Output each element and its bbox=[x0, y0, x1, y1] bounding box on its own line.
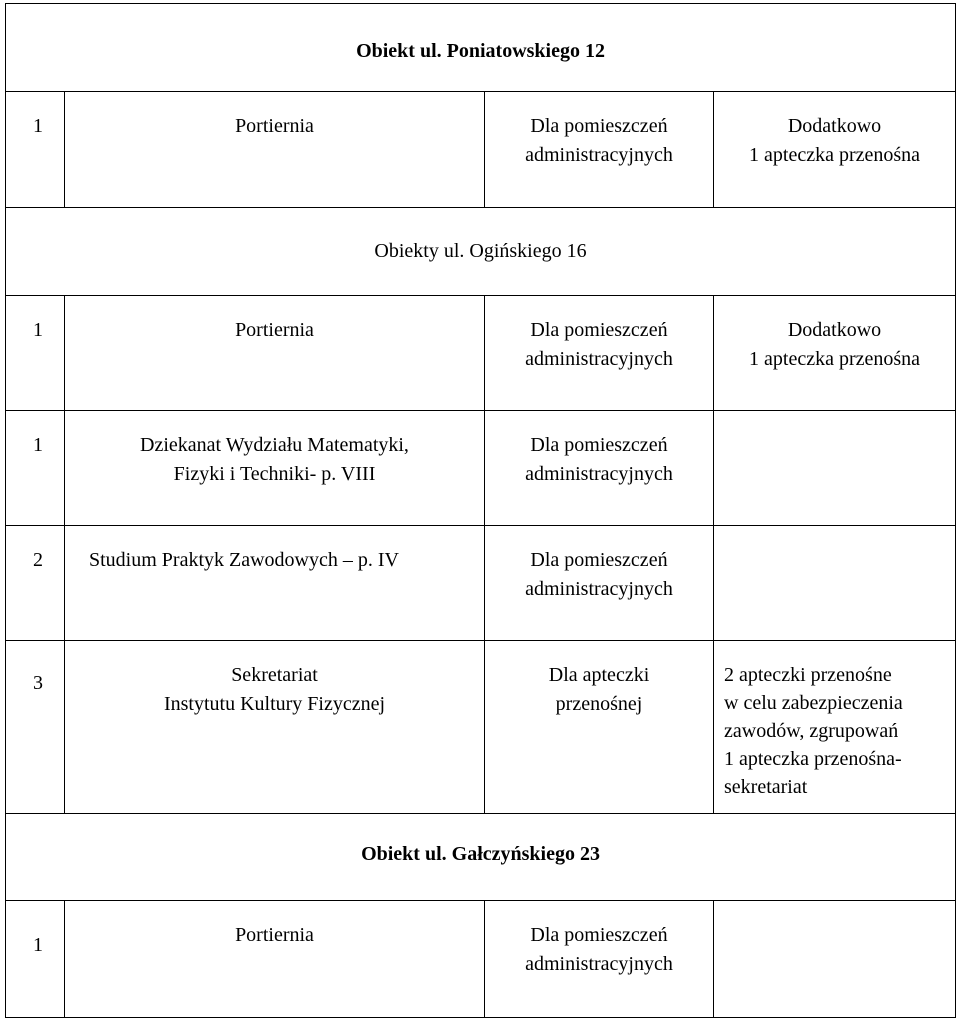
notes-cell bbox=[714, 526, 956, 641]
purpose-cell bbox=[485, 92, 714, 208]
notes-line: sekretariat bbox=[724, 776, 808, 798]
notes-cell bbox=[714, 901, 956, 1018]
notes-line: 1 apteczka przenośna- bbox=[724, 748, 902, 770]
place-cell bbox=[65, 92, 485, 208]
purpose-line: administracyjnych bbox=[525, 144, 673, 166]
place-line: Portiernia bbox=[235, 924, 314, 946]
purpose-line: Dla pomieszczeń bbox=[530, 924, 668, 946]
table-row bbox=[6, 641, 956, 814]
notes-cell bbox=[714, 411, 956, 526]
purpose-cell bbox=[485, 526, 714, 641]
notes-cell bbox=[714, 296, 956, 411]
place-cell bbox=[65, 296, 485, 411]
place-line: Portiernia bbox=[235, 115, 314, 137]
row-number: 3 bbox=[6, 641, 65, 814]
notes-line: 2 apteczki przenośne bbox=[724, 664, 892, 686]
notes-line: 1 apteczka przenośna bbox=[749, 144, 921, 166]
row-number: 1 bbox=[6, 411, 65, 526]
objects-table bbox=[5, 3, 956, 1018]
purpose-line: administracyjnych bbox=[525, 463, 673, 485]
notes-cell bbox=[714, 641, 956, 814]
place-cell bbox=[65, 641, 485, 814]
row-number: 2 bbox=[6, 526, 65, 641]
notes-line: Dodatkowo bbox=[787, 319, 882, 341]
table-row bbox=[6, 526, 956, 641]
section-header-row bbox=[6, 208, 956, 296]
section-title: Obiekt ul. Poniatowskiego 12 bbox=[6, 4, 956, 92]
purpose-line: Dla pomieszczeń bbox=[530, 434, 668, 456]
notes-cell bbox=[714, 92, 956, 208]
purpose-cell bbox=[485, 901, 714, 1018]
table-row bbox=[6, 411, 956, 526]
section-title: Obiekty ul. Ogińskiego 16 bbox=[6, 208, 956, 296]
notes-line: Dodatkowo bbox=[787, 115, 882, 137]
purpose-cell bbox=[485, 296, 714, 411]
table-row bbox=[6, 901, 956, 1018]
purpose-cell bbox=[485, 411, 714, 526]
notes-line: 1 apteczka przenośna bbox=[749, 348, 921, 370]
row-number: 1 bbox=[6, 901, 65, 1018]
table-row bbox=[6, 92, 956, 208]
notes-line: zawodów, zgrupowań bbox=[724, 720, 899, 742]
place-line: Fizyki i Techniki- p. VIII bbox=[173, 463, 376, 485]
purpose-line: administracyjnych bbox=[525, 578, 673, 600]
purpose-line: Dla pomieszczeń bbox=[530, 115, 668, 137]
place-line: Instytutu Kultury Fizycznej bbox=[163, 693, 386, 715]
notes-line: w celu zabezpieczenia bbox=[724, 692, 903, 714]
place-line: Dziekanat Wydziału Matematyki, bbox=[140, 434, 409, 456]
purpose-line: przenośnej bbox=[555, 693, 643, 715]
place-line: Studium Praktyk Zawodowych – p. IV bbox=[89, 549, 399, 571]
row-number: 1 bbox=[6, 296, 65, 411]
place-line: Sekretariat bbox=[231, 664, 318, 686]
place-cell bbox=[65, 526, 485, 641]
section-title: Obiekt ul. Gałczyńskiego 23 bbox=[6, 814, 956, 901]
row-number: 1 bbox=[6, 92, 65, 208]
place-cell bbox=[65, 901, 485, 1018]
table-row bbox=[6, 296, 956, 411]
place-line: Portiernia bbox=[235, 319, 314, 341]
purpose-cell bbox=[485, 641, 714, 814]
purpose-line: administracyjnych bbox=[525, 953, 673, 975]
section-header-row bbox=[6, 814, 956, 901]
section-header-row bbox=[6, 4, 956, 92]
purpose-line: administracyjnych bbox=[525, 348, 673, 370]
purpose-line: Dla apteczki bbox=[548, 664, 650, 686]
purpose-line: Dla pomieszczeń bbox=[530, 549, 668, 571]
purpose-line: Dla pomieszczeń bbox=[530, 319, 668, 341]
place-cell bbox=[65, 411, 485, 526]
